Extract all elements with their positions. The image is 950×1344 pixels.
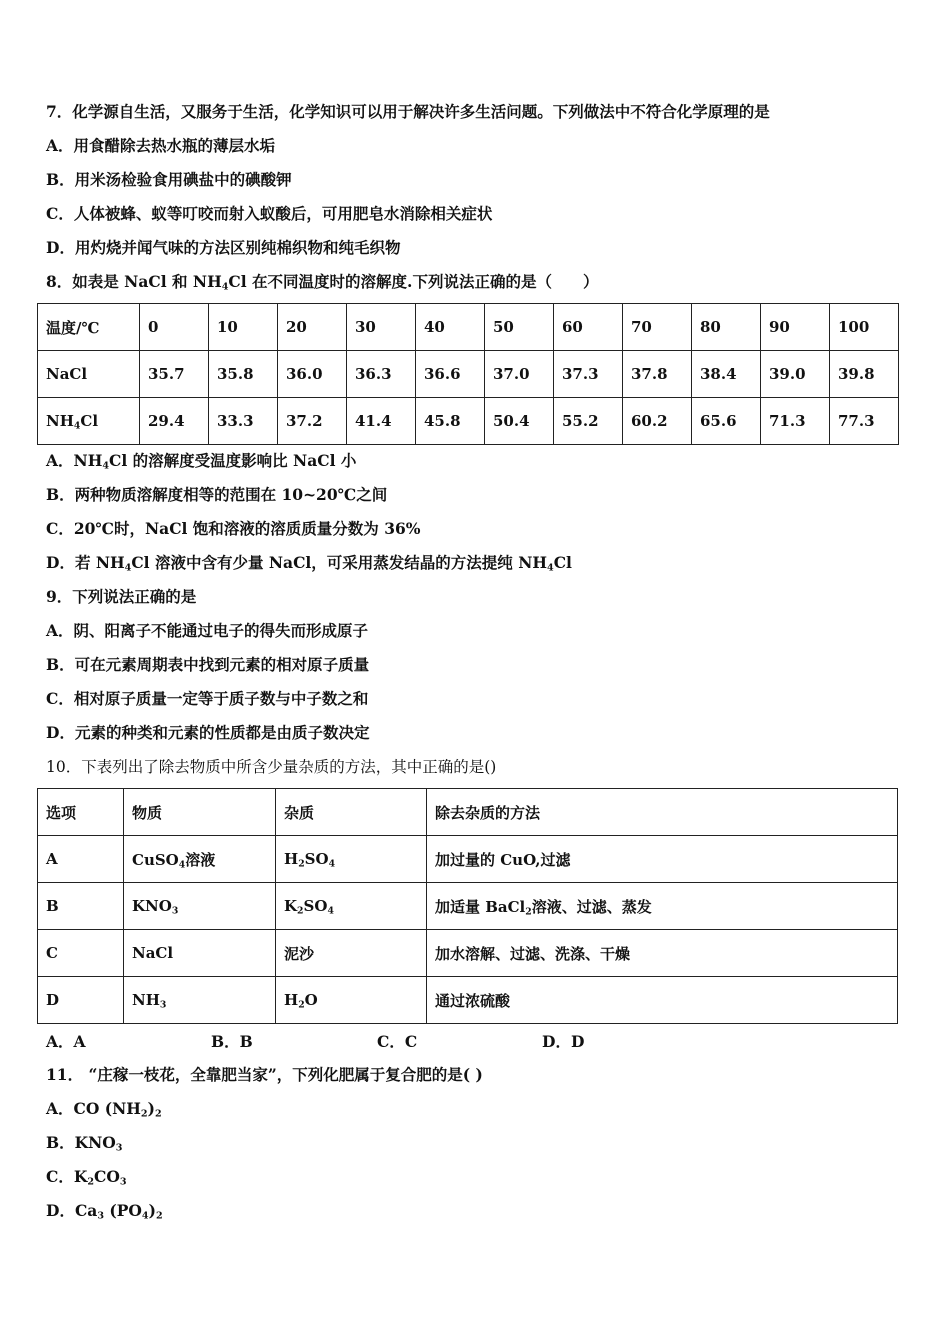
table-row bbox=[38, 398, 899, 445]
q9-option-d: D．元素的种类和元素的性质都是由质子数决定 bbox=[46, 723, 370, 742]
table-cell: NaCl bbox=[124, 930, 276, 977]
table-cell: 29.4 bbox=[140, 398, 209, 445]
table-cell: 加过量的 CuO,过滤 bbox=[427, 836, 898, 883]
q8-option-a: A．$NH_4Cl$ 的溶解度受温度影响比 NaCl 小 bbox=[46, 451, 357, 472]
table-header-row bbox=[38, 789, 898, 836]
q7-stem: 7．化学源自生活，又服务于生活，化学知识可以用于解决许多生活问题。下列做法中不符合化学原理的是 bbox=[46, 102, 770, 121]
q7-option-d: D．用灼烧并闻气味的方法区别纯棉织物和纯毛织物 bbox=[46, 238, 401, 257]
table-row bbox=[38, 930, 898, 977]
table-cell: 41.4 bbox=[347, 398, 416, 445]
table-cell: 36.0 bbox=[278, 351, 347, 398]
q9-stem: 9．下列说法正确的是 bbox=[46, 587, 197, 606]
table-cell: 38.4 bbox=[692, 351, 761, 398]
table-cell: 10 bbox=[209, 304, 278, 351]
table-row bbox=[38, 883, 898, 930]
table-cell: 除去杂质的方法 bbox=[427, 789, 898, 836]
table-cell: 39.8 bbox=[830, 351, 899, 398]
table-cell: 50 bbox=[485, 304, 554, 351]
table-cell: $H_2O$ bbox=[276, 977, 427, 1024]
table-cell: 通过浓硫酸 bbox=[427, 977, 898, 1024]
q10-answer-a: A．A bbox=[46, 1032, 86, 1051]
table-cell: 20 bbox=[278, 304, 347, 351]
table-cell: 50.4 bbox=[485, 398, 554, 445]
impurity-table bbox=[37, 788, 898, 1024]
table-cell: 45.8 bbox=[416, 398, 485, 445]
table-cell: 65.6 bbox=[692, 398, 761, 445]
q9-option-b: B．可在元素周期表中找到元素的相对原子质量 bbox=[46, 655, 370, 674]
table-cell: 90 bbox=[761, 304, 830, 351]
table-row bbox=[38, 351, 899, 398]
solubility-table bbox=[37, 303, 899, 445]
table-cell: D bbox=[38, 977, 124, 1024]
table-header-row bbox=[38, 304, 899, 351]
table-cell: 36.6 bbox=[416, 351, 485, 398]
q11-option-c: C．$K_2CO_3$ bbox=[46, 1167, 127, 1188]
q9-option-c: C．相对原子质量一定等于质子数与中子数之和 bbox=[46, 689, 369, 708]
q9-option-a: A．阴、阳离子不能通过电子的得失而形成原子 bbox=[46, 621, 369, 640]
table-row bbox=[38, 977, 898, 1024]
q11-option-a: A．CO $(NH_2)_2$ bbox=[46, 1099, 162, 1120]
q11-stem: 11． “庄稼一枝花，全靠肥当家”，下列化肥属于复合肥的是( ) bbox=[46, 1065, 483, 1084]
q11-option-b: B．$KNO_3$ bbox=[46, 1133, 123, 1154]
table-cell: 39.0 bbox=[761, 351, 830, 398]
q11-option-d: D．$Ca_3$ $(PO_4)_2$ bbox=[46, 1201, 163, 1222]
q8-option-b: B．两种物质溶解度相等的范围在 10~20℃之间 bbox=[46, 485, 388, 504]
table-cell: $K_2SO_4$ bbox=[276, 883, 427, 930]
table-row bbox=[38, 836, 898, 883]
table-cell: 60.2 bbox=[623, 398, 692, 445]
table-cell: CuSO$_4$溶液 bbox=[124, 836, 276, 883]
q10-stem: 10．下表列出了除去物质中所含少量杂质的方法，其中正确的是() bbox=[46, 758, 497, 776]
table-cell: $NH_4Cl$ bbox=[38, 398, 140, 445]
table-cell: 37.0 bbox=[485, 351, 554, 398]
q7-option-c: C．人体被蜂、蚁等叮咬而射入蚁酸后，可用肥皂水消除相关症状 bbox=[46, 204, 493, 223]
table-cell: 40 bbox=[416, 304, 485, 351]
table-cell: 100 bbox=[830, 304, 899, 351]
table-cell: 35.7 bbox=[140, 351, 209, 398]
table-cell: 加适量 BaCl$_2$溶液、过滤、蒸发 bbox=[427, 883, 898, 930]
table-cell: 70 bbox=[623, 304, 692, 351]
table-cell: C bbox=[38, 930, 124, 977]
table-cell: 55.2 bbox=[554, 398, 623, 445]
q7-option-a: A．用食醋除去热水瓶的薄层水垢 bbox=[46, 136, 276, 155]
table-cell: 杂质 bbox=[276, 789, 427, 836]
table-cell: 80 bbox=[692, 304, 761, 351]
table-cell: 物质 bbox=[124, 789, 276, 836]
q10-answer-c: C．C bbox=[377, 1032, 418, 1051]
q8-option-c: C．20℃时，NaCl 饱和溶液的溶质质量分数为 36% bbox=[46, 519, 421, 538]
table-cell: $KNO_3$ bbox=[124, 883, 276, 930]
table-cell: 温度/℃ bbox=[38, 304, 140, 351]
table-cell: 71.3 bbox=[761, 398, 830, 445]
table-cell: 泥沙 bbox=[276, 930, 427, 977]
table-cell: 37.3 bbox=[554, 351, 623, 398]
table-cell: 33.3 bbox=[209, 398, 278, 445]
q10-answer-d: D．D bbox=[542, 1032, 585, 1051]
table-cell: $H_2SO_4$ bbox=[276, 836, 427, 883]
table-cell: 30 bbox=[347, 304, 416, 351]
table-cell: 选项 bbox=[38, 789, 124, 836]
table-cell: A bbox=[38, 836, 124, 883]
q8-option-d: D．若 $NH_4Cl$ 溶液中含有少量 NaCl，可采用蒸发结晶的方法提纯 $NH_4Cl$ bbox=[46, 553, 572, 574]
q7-option-b: B．用米汤检验食用碘盐中的碘酸钾 bbox=[46, 170, 292, 189]
table-cell: B bbox=[38, 883, 124, 930]
table-cell: 加水溶解、过滤、洗涤、干燥 bbox=[427, 930, 898, 977]
table-cell: 35.8 bbox=[209, 351, 278, 398]
table-cell: 60 bbox=[554, 304, 623, 351]
q10-answer-b: B．B bbox=[211, 1032, 253, 1051]
table-cell: 0 bbox=[140, 304, 209, 351]
table-cell: $NH_3$ bbox=[124, 977, 276, 1024]
table-cell: 77.3 bbox=[830, 398, 899, 445]
q8-stem: 8．如表是 NaCl 和 $NH_4Cl$ 在不同温度时的溶解度.下列说法正确的是（ ） bbox=[46, 272, 599, 293]
table-cell: 37.2 bbox=[278, 398, 347, 445]
q10-answer-options bbox=[46, 1030, 746, 1050]
table-cell: 37.8 bbox=[623, 351, 692, 398]
table-cell: NaCl bbox=[38, 351, 140, 398]
table-cell: 36.3 bbox=[347, 351, 416, 398]
